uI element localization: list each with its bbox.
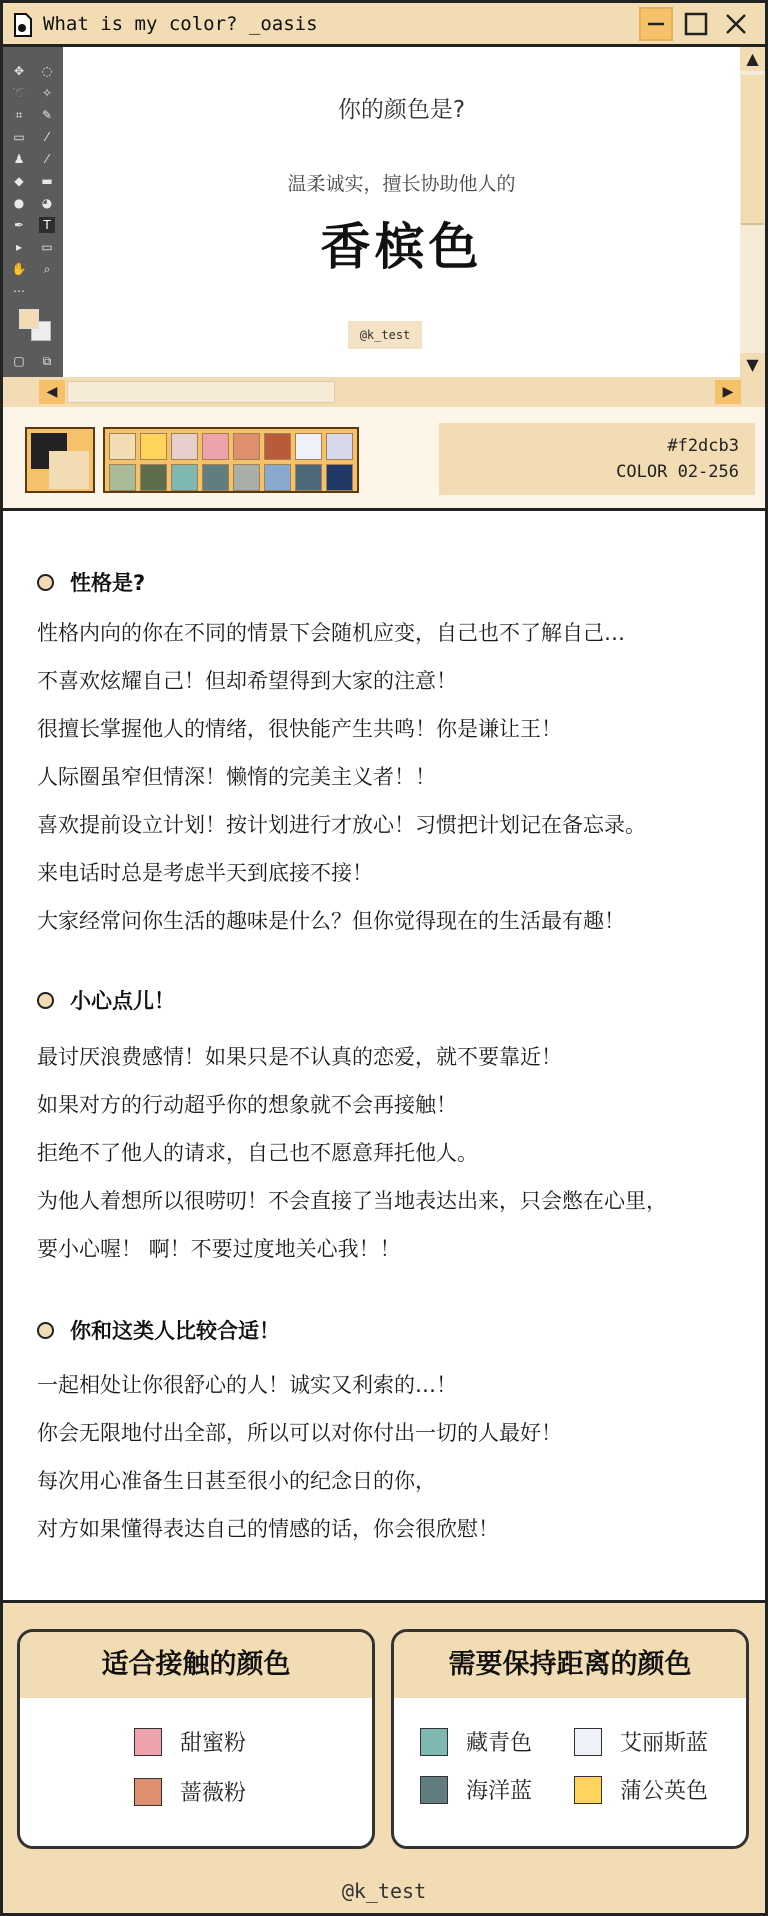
footer-credit: @k_test [3,1869,765,1913]
text-line: 你会无限地付出全部，所以可以对你付出一切的人最好！ [37,1421,562,1445]
dodge-tool-icon[interactable]: ◕ [41,196,53,210]
color-info-box [439,423,755,495]
text-line: 要小心喔！ 啊！不要过度地关心我！！ [37,1237,401,1261]
lasso-tool-icon[interactable]: ➰ [11,86,27,100]
blur-tool-icon[interactable]: ● [13,196,25,210]
author-tag: @k_test [348,321,422,349]
text-line: 对方如果懂得表达自己的情感的话，你会很欣慰！ [37,1517,499,1541]
foreground-color-swatch[interactable] [19,309,39,329]
history-brush-icon[interactable]: ⁄ [45,152,48,166]
marquee-tool-icon[interactable]: ◌ [41,64,53,78]
scroll-left-icon[interactable]: ◀ [39,380,65,404]
text-line: 来电话时总是考虑半天到底接不接！ [37,861,373,885]
window-title: What is my color? _oasis [43,13,318,35]
minimize-button[interactable] [639,7,673,41]
palette-swatch[interactable] [171,464,198,491]
canvas [63,47,740,377]
color-name: 香槟色 [320,218,483,276]
palette-swatch[interactable] [326,433,353,460]
scroll-down-icon[interactable]: ▼ [740,353,765,377]
text-line: 为他人着想所以很唠叨！不会直接了当地表达出来，只会憋在心里， [37,1189,667,1213]
color-code: COLOR 02-256 [616,462,739,482]
color-label: 甜蜜粉 [180,1731,247,1756]
palette-swatch[interactable] [264,433,291,460]
color-item [574,1726,708,1757]
text-line: 人际圈虽窄但情深！懒惰的完美主义者！！ [37,765,436,789]
palette-swatch[interactable] [264,464,291,491]
palette-swatch[interactable] [295,433,322,460]
color-square [420,1776,448,1804]
color-square [574,1728,602,1756]
color-label: 蔷薇粉 [180,1781,247,1806]
card-title: 需要保持距离的颜色 [394,1632,746,1698]
card-title: 适合接触的颜色 [20,1632,372,1698]
section-heading-match [37,1315,280,1345]
section-heading-caution [37,985,175,1015]
vertical-scroll-thumb[interactable] [741,75,764,225]
color-palette [103,427,359,493]
color-label: 海洋蓝 [466,1779,533,1804]
color-square [134,1778,162,1806]
move-tool-icon[interactable]: ✥ [13,64,25,78]
palette-swatch[interactable] [202,433,229,460]
vertical-scrollbar[interactable] [740,47,765,377]
text-line: 每次用心准备生日甚至很小的纪念日的你， [37,1469,436,1493]
color-item [134,1726,246,1757]
palette-swatch[interactable] [109,433,136,460]
zoom-tool-icon[interactable]: ⌕ [43,262,51,276]
text-line: 不喜欢炫耀自己！但却希望得到大家的注意！ [37,669,457,693]
title-bar [3,3,765,47]
screen-mode-icon[interactable]: ⧉ [42,354,52,368]
article [3,511,765,1603]
shape-tool-icon[interactable]: ▭ [41,240,53,254]
text-line: 一起相处让你很舒心的人！诚实又利索的…！ [37,1373,457,1397]
section-title: 小心点儿！ [70,989,175,1013]
path-select-icon[interactable]: ▸ [15,240,23,254]
text-line: 拒绝不了他人的请求，自己也不愿意拜托他人。 [37,1141,478,1165]
color-square [420,1728,448,1756]
palette-swatch[interactable] [140,433,167,460]
heal-tool-icon[interactable]: ▭ [13,130,25,144]
avoid-colors-card [391,1629,749,1849]
hex-code: #f2dcb3 [667,436,739,456]
color-subtitle: 温柔诚实，擅长协助他人的 [287,173,516,195]
section-title: 性格是? [70,571,146,595]
magic-wand-icon[interactable]: ✧ [41,86,53,100]
palette-bar [3,407,765,511]
horizontal-scroll-thumb[interactable] [67,381,335,403]
text-line: 很擅长掌握他人的情绪，很快能产生共鸣！你是谦让王！ [37,717,562,741]
palette-swatch[interactable] [109,464,136,491]
color-square [134,1728,162,1756]
palette-swatch[interactable] [295,464,322,491]
palette-swatch[interactable] [171,433,198,460]
text-line: 大家经常问你生活的趣味是什么？但你觉得现在的生活最有趣！ [37,909,625,933]
text-line: 最讨厌浪费感情！如果只是不认真的恋爱，就不要靠近！ [37,1045,562,1069]
pen-tool-icon[interactable]: ✒ [13,218,25,232]
horizontal-scrollbar[interactable] [3,377,765,407]
text-tool-icon[interactable]: T [39,217,55,233]
text-line: 喜欢提前设立计划！按计划进行才放心！习惯把计划记在备忘录。 [37,813,646,837]
color-item [420,1774,532,1805]
color-item [134,1776,246,1807]
gradient-tool-icon[interactable]: ▬ [41,174,53,188]
eyedropper-icon[interactable]: ✎ [41,108,53,122]
bullet-icon [37,574,54,591]
palette-swatch[interactable] [202,464,229,491]
section-heading-personality [37,567,145,597]
current-color-swatch[interactable] [25,427,95,493]
crop-tool-icon[interactable]: ⌗ [15,108,23,122]
color-item [420,1726,532,1757]
color-label: 艾丽斯蓝 [620,1731,709,1756]
stamp-tool-icon[interactable]: ♟ [13,152,25,166]
palette-swatch[interactable] [140,464,167,491]
text-line: 性格内向的你在不同的情景下会随机应变，自己也不了解自己… [37,621,625,645]
tool-panel [3,47,63,377]
light-swatch [49,451,89,489]
minimize-icon [646,14,666,34]
text-line: 如果对方的行动超乎你的想象就不会再接触！ [37,1093,457,1117]
color-label: 蒲公英色 [620,1779,709,1804]
bullet-icon [37,1322,54,1339]
color-item [574,1774,708,1805]
color-label: 藏青色 [466,1731,533,1756]
bullet-icon [37,992,54,1009]
maximize-button[interactable] [679,7,713,41]
palette-swatch[interactable] [233,464,260,491]
hand-tool-icon[interactable]: ✋ [11,262,27,276]
color-square [574,1776,602,1804]
document-icon [13,13,33,37]
scroll-up-icon[interactable]: ▲ [740,47,765,71]
quick-mask-icon[interactable]: ▢ [13,354,25,368]
brush-tool-icon[interactable]: ⁄ [45,130,48,144]
palette-swatch[interactable] [326,464,353,491]
palette-swatch[interactable] [233,433,260,460]
scroll-right-icon[interactable]: ▶ [715,380,741,404]
eraser-tool-icon[interactable]: ◆ [14,174,24,188]
close-icon [724,12,748,36]
question-title: 你的颜色是? [337,97,466,123]
close-button[interactable] [719,7,753,41]
section-title: 你和这类人比较合适！ [70,1319,280,1343]
good-colors-card [17,1629,375,1849]
color-cards-section [3,1603,765,1869]
maximize-icon [684,12,708,36]
more-tools-icon[interactable]: ⋯ [13,284,25,298]
